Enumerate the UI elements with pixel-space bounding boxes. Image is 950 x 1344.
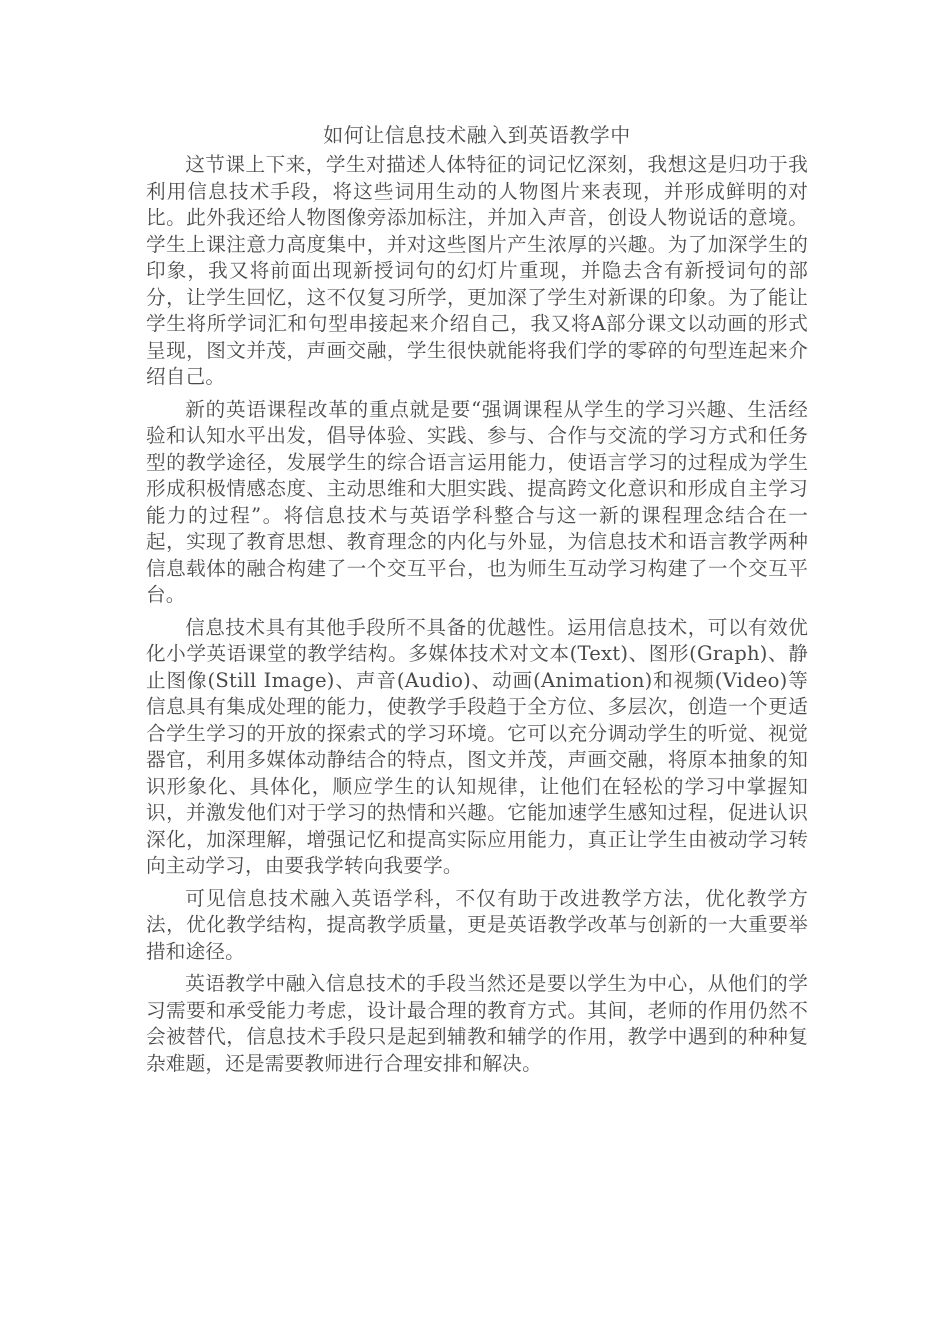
- document-title: 如何让信息技术融入到英语教学中: [323, 123, 631, 147]
- paragraph-5: 英语教学中融入信息技术的手段当然还是要以学生为中心，从他们的学习需要和承受能力考虑，设计最合理的教育方式。其间，老师的作用仍然不会被替代，信息技术手段只是起到辅教和辅学的作用，教学中遇到的种种复杂难题，还是需要教师进行合理安排和解决。: [146, 972, 808, 1075]
- paragraph-1: 这节课上下来，学生对描述人体特征的词记忆深刻，我想这是归功于我利用信息技术手段，将这些词用生动的人物图片来表现，并形成鲜明的对比。此外我还给人物图像旁添加标注，并加入声音，创设人物说话的意境。学生上课注意力高度集中，并对这些图片产生浓厚的兴趣。为了加深学生的印象，我又将前面出现新授词句的幻灯片重现，并隐去含有新授词句的部分，让学生回忆，这不仅复习所学，更加深了学生对新课的印象。为了能让学生将所学词汇和句型串接起来介绍自己，我又将A部分课文以动画的形式呈现，图文并茂，声画交融，学生很快就能将我们学的零碎的句型连起来介绍自己。: [146, 153, 808, 388]
- document-page: [146, 118, 808, 1077]
- paragraph-3: 信息技术具有其他手段所不具备的优越性。运用信息技术，可以有效优化小学英语课堂的教学结构。多媒体技术对文本(Text)、图形(Graph)、静止图像(Still Image)、声音(Audio)、动画(Animation)和视频(Video)等信息具有集成处理的能力，使教学手段趋于全方位、多层次，创造一个更适合学生学习的开放的探索式的学习环境。它可以充分调动学生的听觉、视觉器官，利用多媒体动静结合的特点，图文并茂，声画交融，将原本抽象的知识形象化、具体化，顺应学生的认知规律，让他们在轻松的学习中掌握知识，并激发他们对于学习的热情和兴趣。它能加速学生感知过程，促进认识深化，加深理解，增强记忆和提高实际应用能力，真正让学生由被动学习转向主动学习，由要我学转向我要学。: [146, 615, 808, 877]
- paragraph-2: 新的英语课程改革的重点就是要“强调课程从学生的学习兴趣、生活经验和认知水平出发，倡导体验、实践、参与、合作与交流的学习方式和任务型的教学途径，发展学生的综合语言运用能力，使语言学习的过程成为学生形成积极情感态度、主动思维和大胆实践、提高跨文化意识和形成自主学习能力的过程”。将信息技术与英语学科整合与这一新的课程理念结合在一起，实现了教育思想、教育理念的内化与外显，为信息技术和语言教学两种信息载体的融合构建了一个交互平台，也为师生互动学习构建了一个交互平台。: [146, 397, 808, 606]
- paragraph-4: 可见信息技术融入英语学科，不仅有助于改进教学方法，优化教学方法，优化教学结构，提高教学质量，更是英语教学改革与创新的一大重要举措和途径。: [146, 886, 808, 963]
